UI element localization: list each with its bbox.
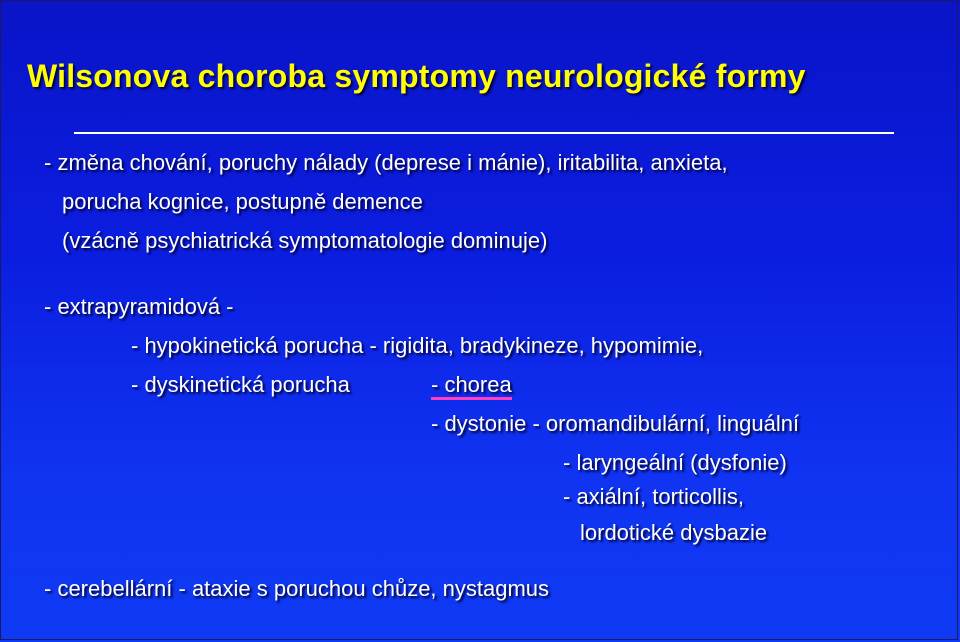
hypokinetic-line: - hypokinetická porucha - rigidita, bradykineze, hypomimie,: [131, 333, 704, 358]
extrapyramidal-heading: - extrapyramidová -: [44, 294, 234, 319]
chorea-underline: [431, 397, 512, 400]
cerebellar-line: - cerebellární - ataxie s poruchou chůze, nystagmus: [44, 576, 550, 601]
axial-line: - axiální, torticollis,: [563, 484, 744, 509]
dyskinetic-line: [131, 372, 350, 398]
behavior-line-3: (vzácně psychiatrická symptomatologie dominuje): [62, 228, 548, 253]
chorea-highlight: [431, 372, 512, 398]
laryngeal-line: - laryngeální (dysfonie): [563, 450, 787, 475]
behavior-line-2: porucha kognice, postupně demence: [62, 189, 423, 214]
lordotic-line: lordotické dysbazie: [580, 520, 768, 545]
chorea-item: [431, 372, 512, 398]
dystonia-line: - dystonie - oromandibulární, linguální: [431, 411, 800, 436]
chorea-label: - chorea: [431, 372, 512, 397]
title-underline: [74, 132, 894, 134]
dyskinetic-label: - dyskinetická porucha: [131, 372, 350, 397]
slide-title: Wilsonova choroba symptomy neurologické formy: [27, 58, 806, 94]
behavior-line-1: - změna chování, poruchy nálady (deprese i mánie), iritabilita, anxieta,: [44, 150, 728, 175]
